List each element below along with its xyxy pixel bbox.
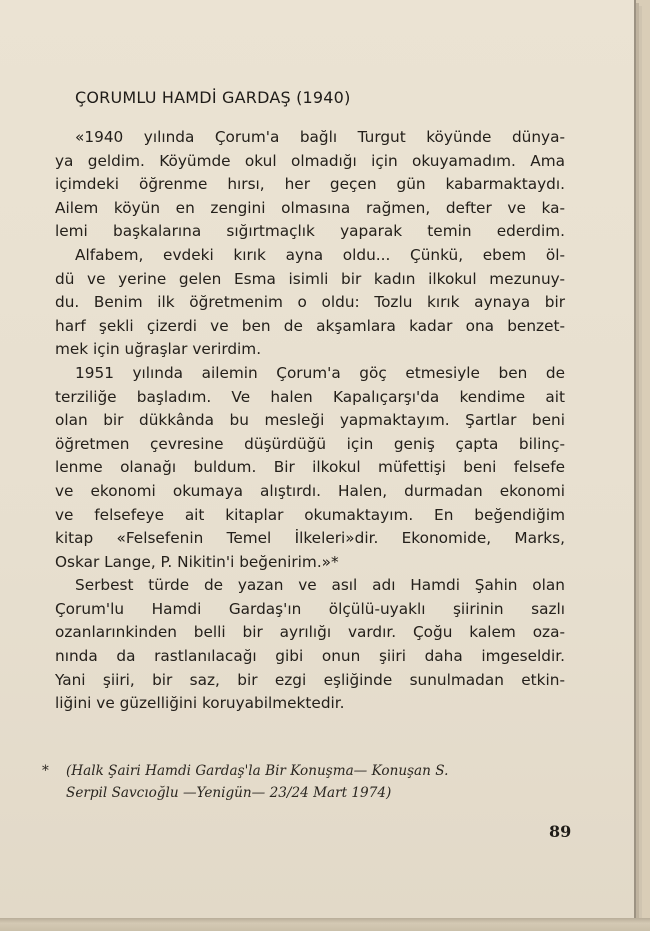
text-line: öğretmen çevresine düşürdüğü için geniş çapta bilinç- [55, 434, 565, 453]
text-line: Serbest türde de yazan ve asıl adı Hamdi Şahin olan [75, 576, 565, 595]
text-line: Yani şiiri, bir saz, bir ezgi eşliğinde sunulmadan etkin- [55, 670, 565, 689]
text-line: kitap «Felsefenin Temel İlkeleri»dir. Ekonomide, Marks, [55, 529, 565, 548]
text-line: 1951 yılında ailemin Çorum'a göç etmesiyle ben de [75, 363, 565, 382]
text-line: du. Benim ilk öğretmenim o oldu: Tozlu kırık aynaya bir [55, 293, 565, 312]
text-line: Ailem köyün en zengini olmasına rağmen, defter ve ka- [55, 198, 565, 217]
body-text [55, 126, 565, 716]
text-line: Oskar Lange, P. Nikitin'i beğenirim.»* [55, 552, 339, 571]
text-line: harf şekli çizerdi ve ben de akşamlara kadar ona benzet- [55, 316, 565, 335]
text-line: lemi başkalarına sığırtmaçlık yaparak temin ederdim. [55, 222, 565, 241]
text-line: içimdeki öğrenme hırsı, her geçen gün kabarmaktaydı. [55, 175, 565, 194]
text-line: terziliğe başladım. Ve halen Kapalıçarşı'da kendime ait [55, 387, 565, 406]
footnote-line-2: Serpil Savcıoğlu —Yenigün— 23/24 Mart 1974) [66, 785, 392, 801]
text-line: «1940 yılında Çorum'a bağlı Turgut köyünde dünya- [75, 128, 565, 146]
footnote-marker: * [42, 763, 49, 779]
text-line: liğini ve güzelliğini koruyabilmektedir. [55, 694, 345, 713]
text-line: ya geldim. Köyümde okul olmadığı için okuyamadım. Ama [55, 151, 565, 170]
page-edge [0, 918, 650, 931]
text-line: dü ve yerine gelen Esma isimli bir kadın ilkokul mezunuy- [55, 269, 565, 288]
text-line: ozanlarınkinden belli bir ayrılığı vardır. Çoğu kalem oza- [55, 623, 565, 642]
text-line: lenme olanağı buldum. Bir ilkokul müfettişi beni felsefe [55, 458, 565, 477]
text-line: Alfabem, evdeki kırık ayna oldu... Çünkü, ebem öl- [75, 245, 565, 264]
text-line: mek için uğraşlar verirdim. [55, 340, 262, 359]
text-line: ve ekonomi okumaya alıştırdı. Halen, durmadan ekonomi [55, 481, 565, 500]
footnote-line-1 [42, 760, 570, 782]
text-line: olan bir dükkânda bu mesleği yapmaktayım. Şartlar beni [55, 411, 565, 430]
text-line: Çorum'lu Hamdi Gardaş'ın ölçülü-uyaklı şiirinin sazlı [55, 599, 565, 618]
text-line: nında da rastlanılacağı gibi onun şiiri daha imgeseldir. [55, 647, 565, 666]
section-heading: ÇORUMLU HAMDİ GARDAŞ (1940) [75, 88, 351, 107]
footnote [42, 760, 570, 804]
page-number: 89 [549, 822, 572, 841]
text-line: ve felsefeye ait kitaplar okumaktayım. En beğendiğim [55, 505, 565, 524]
footnote-text-1: (Halk Şairi Hamdi Gardaş'la Bir Konuşma— Konuşan S. [66, 763, 449, 779]
